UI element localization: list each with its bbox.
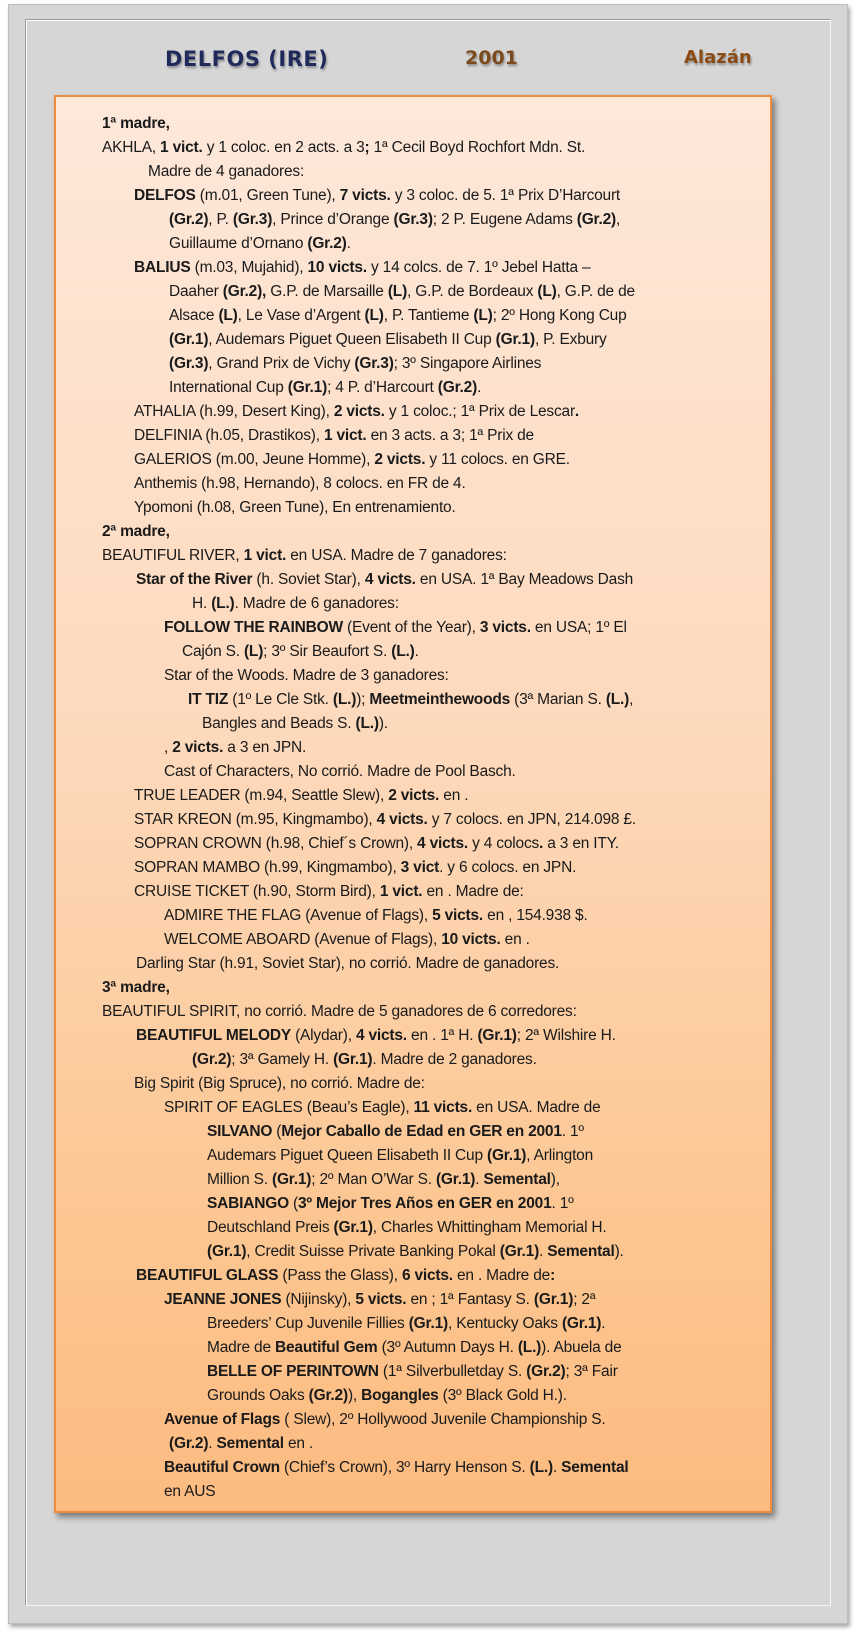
record-line <box>102 1216 762 1240</box>
bold-text: Beautiful Gem <box>275 1339 378 1356</box>
text: (3º Black Gold H.). <box>438 1387 567 1404</box>
record-line <box>102 496 762 520</box>
text: en . Madre de: <box>422 883 524 900</box>
section-heading <box>102 112 762 136</box>
text: ; 2º Man O’War S. <box>311 1171 436 1188</box>
bold-text: Meetmeinthewoods <box>369 691 511 708</box>
bold-text: (L.) <box>355 715 379 732</box>
bold-text: (Gr.1) <box>486 1147 527 1164</box>
text: . Madre de 2 ganadores. <box>372 1051 537 1068</box>
text: a 3 en JPN. <box>223 739 307 756</box>
bold-text: Semental <box>216 1435 284 1452</box>
text: en . <box>500 931 530 948</box>
record-line <box>102 1072 762 1096</box>
bold-text: (L) <box>364 307 384 324</box>
bold-text: 4 victs. <box>355 1027 407 1044</box>
text: , P. Exbury <box>534 331 607 348</box>
text: Breeders’ Cup Juvenile Fillies <box>207 1315 409 1332</box>
record-line <box>102 1144 762 1168</box>
horse-name: DELFOS (IRE) <box>165 47 329 71</box>
bold-text: 2ª madre, <box>102 523 170 540</box>
record-line <box>102 1168 762 1192</box>
bold-text: (L.) <box>605 691 630 708</box>
record-line <box>102 232 762 256</box>
bold-text: (Gr.2) <box>169 1435 209 1452</box>
bold-text: 4 victs. <box>364 571 416 588</box>
bold-text: Star of the River <box>136 571 253 588</box>
text: ). <box>614 1243 624 1260</box>
record-line <box>102 1288 762 1312</box>
record-line <box>102 688 762 712</box>
record-line <box>102 1024 762 1048</box>
record-line <box>102 352 762 376</box>
bold-text: Avenue of Flags <box>164 1411 281 1428</box>
text: Star of the Woods. Madre de 3 ganadores: <box>164 667 449 684</box>
record-line <box>102 424 762 448</box>
text: y 14 colcs. de 7. 1º Jebel Hatta – <box>366 259 591 276</box>
text: Audemars Piguet Queen Elisabeth II Cup <box>207 1147 487 1164</box>
record-line <box>102 1096 762 1120</box>
text: . <box>477 379 482 396</box>
text: Bangles and Beads S. <box>202 715 356 732</box>
text: STAR KREON (m.95, Kingmambo), <box>134 811 377 828</box>
record-line <box>102 280 762 304</box>
text: ), <box>550 1171 560 1188</box>
text: , Le Vase d’Argent <box>237 307 365 324</box>
record-line <box>102 760 762 784</box>
text: en . Madre de <box>452 1267 551 1284</box>
text: Million S. <box>207 1171 272 1188</box>
text: Ypomoni (h.08, Green Tune), En entrenamiento. <box>134 499 456 516</box>
record-line <box>102 1312 762 1336</box>
bold-text: (Gr.2) <box>308 1387 348 1404</box>
bold-text: (Gr.1) <box>495 331 535 348</box>
text: y 3 coloc. de 5. 1ª Prix D’Harcourt <box>390 187 621 204</box>
bold-text: 3 vict <box>400 859 440 876</box>
text: en USA; 1º El <box>530 619 627 636</box>
section-heading <box>102 520 762 544</box>
bold-text: 11 victs. <box>413 1099 473 1116</box>
foaling-year: 2001 <box>465 47 518 69</box>
bold-text: : <box>550 1267 556 1284</box>
text: ; 3º Sir Beaufort S. <box>263 643 392 660</box>
bold-text: (L.) <box>529 1459 553 1476</box>
text: (Event of the Year), <box>342 619 480 636</box>
text: en . <box>439 787 469 804</box>
bold-text: (L.) <box>391 643 415 660</box>
bold-text: Beautiful Crown <box>164 1459 280 1476</box>
text: , <box>616 211 621 228</box>
text: . <box>346 235 351 252</box>
record-line <box>102 640 762 664</box>
bold-text: 10 victs. <box>307 259 367 276</box>
text: (Pass the Glass), <box>278 1267 402 1284</box>
bold-text: (Gr.3) <box>354 355 394 372</box>
bold-text: SABIANGO <box>207 1195 289 1212</box>
bold-text: Semental <box>547 1243 615 1260</box>
record-line <box>102 736 762 760</box>
text: ). Abuela de <box>541 1339 622 1356</box>
text: , Prince d’Orange <box>272 211 394 228</box>
bold-text: 4 victs. <box>376 811 428 828</box>
bold-text: (Gr.2) <box>307 235 347 252</box>
bold-text: 2 victs. <box>374 451 426 468</box>
text: (m.03, Mujahid), <box>190 259 308 276</box>
bold-text: (Gr.1) <box>287 379 328 396</box>
bold-text: (Gr.2) <box>437 379 478 396</box>
text: . y 6 colocs. en JPN. <box>439 859 577 876</box>
text: Cajón S. <box>182 643 244 660</box>
text: , Kentucky Oaks <box>448 1315 562 1332</box>
record-line <box>102 544 762 568</box>
text: , Charles Whittingham Memorial H. <box>372 1219 607 1236</box>
record-line <box>102 952 762 976</box>
bold-text: 1 vict. <box>323 427 367 444</box>
bold-text: 1 vict. <box>160 139 203 156</box>
bold-text: (L) <box>243 643 264 660</box>
record-line <box>102 472 762 496</box>
text: en AUS <box>164 1483 216 1500</box>
text: (Chief’s Crown), 3º Harry Henson S. <box>279 1459 530 1476</box>
text: Madre de <box>207 1339 275 1356</box>
record-line <box>102 1264 762 1288</box>
bold-text: 5 victs. <box>432 907 484 924</box>
bold-text: (Gr.3) <box>169 355 209 372</box>
text: WELCOME ABOARD (Avenue of Flags), <box>164 931 442 948</box>
text: TRUE LEADER (m.94, Seattle Slew), <box>134 787 389 804</box>
record-line <box>102 808 762 832</box>
bold-text: (Gr.1) <box>271 1171 312 1188</box>
bold-text: 5 victs. <box>355 1291 407 1308</box>
text: ; 2ª <box>573 1291 596 1308</box>
text: GALERIOS (m.00, Jeune Homme), <box>134 451 375 468</box>
bold-text: BEAUTIFUL MELODY <box>136 1027 291 1044</box>
coat-color: Alazán <box>684 47 752 68</box>
text: , Grand Prix de Vichy <box>208 355 355 372</box>
record-line <box>102 160 762 184</box>
text: (Nijinsky), <box>281 1291 356 1308</box>
bold-text: (Gr.1) <box>408 1315 448 1332</box>
family-record-box <box>54 95 772 1513</box>
text: Alsace <box>169 307 219 324</box>
text: H. <box>192 595 212 612</box>
bold-text: BALIUS <box>134 259 191 276</box>
record-line <box>102 256 762 280</box>
text: (1º Le Cle Stk. <box>228 691 333 708</box>
bold-text: 2 victs. <box>388 787 440 804</box>
bold-text: 3 victs. <box>479 619 531 636</box>
text: . <box>539 1243 548 1260</box>
bold-text: (L.) <box>332 691 357 708</box>
text: (1ª Silverbulletday S. <box>378 1363 527 1380</box>
bold-text: DELFOS <box>134 187 196 204</box>
text: , P. <box>208 211 233 228</box>
text: en 3 acts. a 3; 1ª Prix de <box>366 427 534 444</box>
bold-text: 4 victs. <box>417 835 469 852</box>
text: . 1º <box>551 1195 574 1212</box>
bold-text: (Gr.1) <box>333 1051 373 1068</box>
record-line <box>102 616 762 640</box>
text: (3ª Marian S. <box>510 691 606 708</box>
text: en , 154.938 $. <box>483 907 588 924</box>
bold-text: 7 victs. <box>339 187 391 204</box>
record-line <box>102 1192 762 1216</box>
bold-text: (L) <box>218 307 238 324</box>
text: SPIRIT OF EAGLES (Beau’s Eagle), <box>164 1099 414 1116</box>
bold-text: JEANNE JONES <box>164 1291 282 1308</box>
record-line <box>102 136 762 160</box>
bold-text: SILVANO <box>207 1123 273 1140</box>
text: ; 4 P. d’Harcourt <box>327 379 438 396</box>
text: Cast of Characters, No corrió. Madre de Pool Basch. <box>164 763 516 780</box>
text: , Credit Suisse Private Banking Pokal <box>246 1243 500 1260</box>
text: . <box>601 1315 606 1332</box>
bold-text: (L.) <box>517 1339 542 1356</box>
bold-text: (Gr.1) <box>435 1171 476 1188</box>
text: Madre de 4 ganadores: <box>148 163 305 180</box>
record-line <box>102 880 762 904</box>
text: a 3 en ITY. <box>543 835 619 852</box>
text: y 1 coloc. en 2 acts. a 3 <box>202 139 365 156</box>
text: 1ª Cecil Boyd Rochfort Mdn. St. <box>369 139 586 156</box>
record-line <box>102 208 762 232</box>
text: (Alydar), <box>290 1027 356 1044</box>
bold-text: Semental <box>561 1459 629 1476</box>
text: AKHLA, <box>102 139 161 156</box>
record-line <box>102 448 762 472</box>
bold-text: (Gr.3) <box>232 211 273 228</box>
family-record-text <box>102 112 762 1504</box>
text: (3º Autumn Days H. <box>377 1339 518 1356</box>
text: SOPRAN CROWN (h.98, Chief´s Crown), <box>134 835 418 852</box>
text: . Madre de 6 ganadores: <box>234 595 399 612</box>
text: Deutschland Preis <box>207 1219 334 1236</box>
pedigree-header <box>9 41 847 81</box>
record-line <box>102 784 762 808</box>
text: BEAUTIFUL RIVER, <box>102 547 244 564</box>
bold-text: BELLE OF PERINTOWN <box>207 1363 379 1380</box>
record-line <box>102 832 762 856</box>
text: , G.P. de Bordeaux <box>407 283 538 300</box>
text: ). <box>378 715 388 732</box>
text: ); <box>356 691 370 708</box>
record-line <box>102 1000 762 1024</box>
bold-text: (Gr.2), <box>222 283 267 300</box>
text: . <box>414 643 419 660</box>
text: en USA. 1ª Bay Meadows Dash <box>415 571 634 588</box>
text: ( <box>272 1123 282 1140</box>
text: ; 2ª Wilshire H. <box>516 1027 616 1044</box>
text: ATHALIA (h.99, Desert King), <box>134 403 334 420</box>
bold-text: (Gr.1) <box>561 1315 602 1332</box>
text: International Cup <box>169 379 288 396</box>
text: Darling Star (h.91, Soviet Star), no corrió. Madre de ganadores. <box>136 955 560 972</box>
bold-text: 2 victs. <box>172 739 224 756</box>
text: , <box>164 739 173 756</box>
bold-text: FOLLOW THE RAINBOW <box>164 619 343 636</box>
text: CRUISE TICKET (h.90, Storm Bird), <box>134 883 380 900</box>
text: . 1º <box>561 1123 584 1140</box>
record-line <box>102 376 762 400</box>
record-line <box>102 1432 762 1456</box>
text: . <box>208 1435 217 1452</box>
bold-text: (L) <box>473 307 493 324</box>
record-line <box>102 1408 762 1432</box>
bold-text: 3º Mejor Tres Años en GER en 2001 <box>298 1195 552 1212</box>
text: ), <box>347 1387 362 1404</box>
bold-text: (Gr.2) <box>192 1051 232 1068</box>
record-line <box>102 1360 762 1384</box>
text: ; 3ª Fair <box>565 1363 618 1380</box>
bold-text: (Gr.1) <box>499 1243 540 1260</box>
bold-text: (Gr.2) <box>526 1363 566 1380</box>
bold-text: (Gr.1) <box>169 331 209 348</box>
text: , P. Tantieme <box>383 307 474 324</box>
record-line <box>102 1384 762 1408</box>
text: y 7 colocs. en JPN, 214.098 £. <box>427 811 636 828</box>
bold-text: (L.) <box>211 595 235 612</box>
record-line <box>102 592 762 616</box>
bold-text: Semental <box>483 1171 551 1188</box>
text: G.P. de Marsaille <box>266 283 388 300</box>
text: y 1 coloc.; 1ª Prix de Lescar <box>384 403 575 420</box>
bold-text: (Gr.3) <box>393 211 433 228</box>
text: Anthemis (h.98, Hernando), 8 colocs. en FR de 4. <box>134 475 466 492</box>
text: en . <box>283 1435 314 1452</box>
bold-text: 10 victs. <box>441 931 501 948</box>
text: en ; 1ª Fantasy S. <box>406 1291 534 1308</box>
text: en USA. Madre de 7 ganadores: <box>286 547 507 564</box>
section-heading <box>102 976 762 1000</box>
record-line <box>102 568 762 592</box>
text: y 11 colocs. en GRE. <box>425 451 570 468</box>
text: ( Slew), 2º Hollywood Juvenile Championship S. <box>280 1411 606 1428</box>
bold-text: (Gr.2) <box>169 211 209 228</box>
text: ; 3ª Gamely H. <box>231 1051 334 1068</box>
text: (m.01, Green Tune), <box>195 187 340 204</box>
record-line <box>102 712 762 736</box>
bold-text: 6 victs. <box>401 1267 453 1284</box>
bold-text: Mejor Caballo de Edad en GER en 2001 <box>281 1123 562 1140</box>
record-line <box>102 664 762 688</box>
bold-text: (Gr.1) <box>477 1027 517 1044</box>
bold-text: 2 victs. <box>333 403 385 420</box>
bold-text: 1ª madre, <box>102 115 170 132</box>
text: en . 1ª H. <box>406 1027 478 1044</box>
text: , <box>629 691 634 708</box>
bold-text: . <box>574 403 580 420</box>
text: Grounds Oaks <box>207 1387 309 1404</box>
bold-text: ; <box>364 139 370 156</box>
bold-text: (Gr.1) <box>333 1219 373 1236</box>
bold-text: 3ª madre, <box>102 979 170 996</box>
record-line <box>102 904 762 928</box>
record-line <box>102 1240 762 1264</box>
text: Guillaume d’Ornano <box>169 235 308 252</box>
text: ( <box>288 1195 299 1212</box>
bold-text: (L) <box>537 283 557 300</box>
text: en USA. Madre de <box>472 1099 601 1116</box>
text: Daaher <box>169 283 223 300</box>
record-line <box>102 1336 762 1360</box>
text: , Audemars Piguet Queen Elisabeth II Cup <box>208 331 496 348</box>
text: . <box>552 1459 562 1476</box>
bold-text: 1 vict. <box>243 547 287 564</box>
bold-text: . <box>539 835 544 852</box>
text: SOPRAN MAMBO (h.99, Kingmambo), <box>134 859 401 876</box>
text: ; 3º Singapore Airlines <box>393 355 542 372</box>
text: , G.P. de de <box>556 283 635 300</box>
record-line <box>102 928 762 952</box>
record-line <box>102 304 762 328</box>
record-line <box>102 1456 762 1480</box>
bold-text: (Gr.2) <box>576 211 617 228</box>
record-line <box>102 1480 762 1504</box>
record-line <box>102 328 762 352</box>
bold-text: BEAUTIFUL GLASS <box>136 1267 279 1284</box>
record-line <box>102 1048 762 1072</box>
bold-text: (Gr.1) <box>533 1291 574 1308</box>
bold-text: (Gr.1) <box>207 1243 247 1260</box>
bold-text: IT TIZ <box>188 691 229 708</box>
text: Big Spirit (Big Spruce), no corrió. Madre de: <box>134 1075 425 1092</box>
text: ; 2 P. Eugene Adams <box>432 211 577 228</box>
record-line <box>102 1120 762 1144</box>
bold-text: (L) <box>387 283 408 300</box>
text: ; 2º Hong Kong Cup <box>492 307 627 324</box>
bold-text: 1 vict. <box>379 883 423 900</box>
record-line <box>102 184 762 208</box>
text: (h. Soviet Star), <box>252 571 365 588</box>
text: ADMIRE THE FLAG (Avenue of Flags), <box>164 907 433 924</box>
record-line <box>102 400 762 424</box>
text: . <box>475 1171 484 1188</box>
text: , Arlington <box>526 1147 594 1164</box>
bold-text: Bogangles <box>361 1387 439 1404</box>
text: BEAUTIFUL SPIRIT, no corrió. Madre de 5 ganadores de 6 corredores: <box>102 1003 577 1020</box>
record-line <box>102 856 762 880</box>
text: y 4 colocs <box>468 835 540 852</box>
text: DELFINIA (h.05, Drastikos), <box>134 427 324 444</box>
